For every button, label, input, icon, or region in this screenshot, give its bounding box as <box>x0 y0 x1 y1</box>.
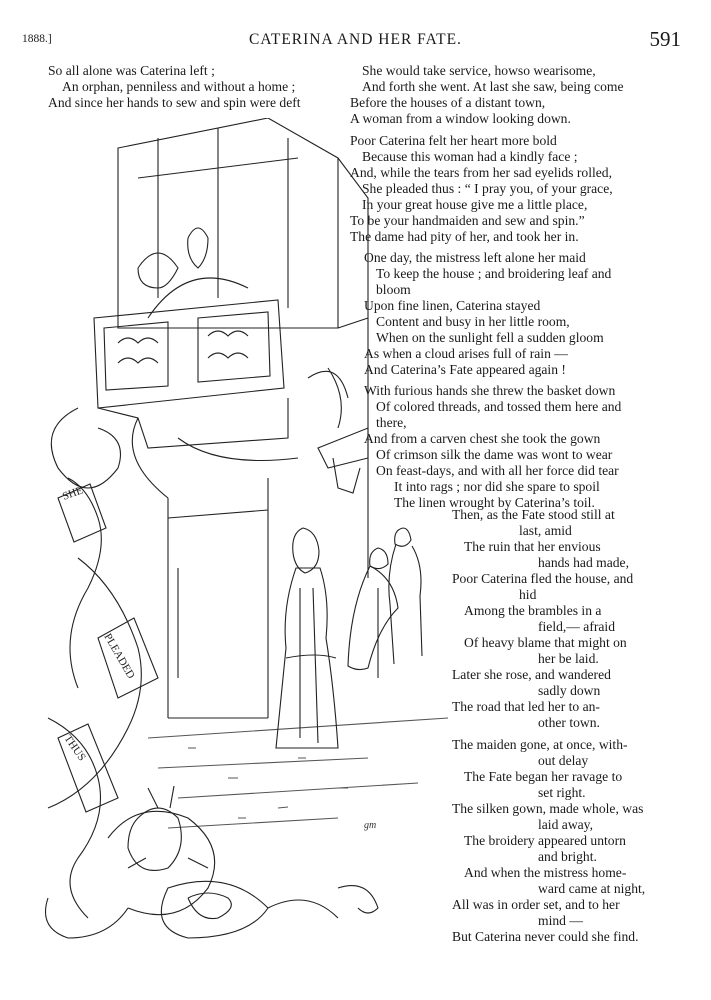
street-scene-illustration <box>38 118 488 948</box>
poem-line: hid <box>519 587 537 602</box>
poem-line: her be laid. <box>538 651 599 666</box>
poem-line: On feast-days, and with all her force did tear <box>376 463 619 478</box>
poem-line: there, <box>376 415 407 430</box>
poem-line: The broidery appeared untorn <box>464 833 626 848</box>
page-number: 591 <box>649 27 681 51</box>
poem-line: In your great house give me a little place, <box>362 197 588 212</box>
poem-line: and bright. <box>538 849 597 864</box>
poem-line: Poor Caterina felt her heart more bold <box>350 133 557 148</box>
poem-line: hands had made, <box>538 555 629 570</box>
poem-line: The road that led her to an- <box>452 699 600 714</box>
poem-line: It into rags ; nor did she spare to spoil <box>394 479 600 494</box>
poem-line: other town. <box>538 715 600 730</box>
poem-line: out delay <box>538 753 589 768</box>
poem-line: The silken gown, made whole, was <box>452 801 644 816</box>
poem-line: Of heavy blame that might on <box>464 635 627 650</box>
poem-line: Upon fine linen, Caterina stayed <box>364 298 541 313</box>
poem-line: As when a cloud arises full of rain — <box>364 346 568 361</box>
poem-line: field,— afraid <box>538 619 615 634</box>
poem-line: And Caterina’s Fate appeared again ! <box>364 362 566 377</box>
poem-line: set right. <box>538 785 586 800</box>
poem-line: To keep the house ; and broidering leaf and <box>376 266 612 281</box>
poem-line: bloom <box>376 282 411 297</box>
poem-line: To be your handmaiden and sew and spin.” <box>350 213 585 228</box>
svg-text:THUS: THUS <box>61 732 88 764</box>
poem-line: The maiden gone, at once, with- <box>452 737 628 752</box>
running-head-year: 1888.] <box>22 33 52 45</box>
poem-line: And when the mistress home- <box>464 865 627 880</box>
poem-line: Poor Caterina fled the house, and <box>452 571 634 586</box>
svg-text:PLEADED: PLEADED <box>101 631 137 681</box>
poem-line: Of crimson silk the dame was wont to wear <box>376 447 613 462</box>
poem-line: She would take service, howso wearisome, <box>362 63 596 78</box>
poem-line: The linen wrought by Caterina’s toil. <box>394 495 595 510</box>
poem-line: Among the brambles in a <box>464 603 602 618</box>
poem-line: And forth she went. At last she saw, being come <box>362 79 624 94</box>
poem-line: One day, the mistress left alone her maid <box>364 250 586 265</box>
poem-line: Then, as the Fate stood still at <box>452 507 615 522</box>
poem-line: ward came at night, <box>538 881 646 896</box>
poem-line: An orphan, penniless and without a home ; <box>62 79 296 94</box>
poem-line: A woman from a window looking down. <box>350 111 571 126</box>
poem-line: The dame had pity of her, and took her in. <box>350 229 579 244</box>
poem-line: sadly down <box>538 683 601 698</box>
poem-line: With furious hands she threw the basket down <box>364 383 616 398</box>
poem-line: The Fate began her ravage to <box>464 769 623 784</box>
poem-line: Before the houses of a distant town, <box>350 95 546 110</box>
poem-line: Later she rose, and wandered <box>452 667 611 682</box>
poem-line: She pleaded thus : “ I pray you, of your grace, <box>362 181 613 196</box>
poem-line: last, amid <box>519 523 572 538</box>
poem-line: And since her hands to sew and spin were deft <box>48 95 301 110</box>
caterina-figure <box>276 528 338 748</box>
svg-text:gm: gm <box>364 820 377 831</box>
poem-line: All was in order set, and to her <box>452 897 620 912</box>
poem-line: Because this woman had a kindly face ; <box>362 149 578 164</box>
poem-line: So all alone was Caterina left ; <box>48 63 215 78</box>
poem-line: Of colored threads, and tossed them here and <box>376 399 622 414</box>
poem-line: When on the sunlight fell a sudden gloom <box>376 330 604 345</box>
street-ground <box>148 718 448 828</box>
running-head-title: CATERINA AND HER FATE. <box>249 31 462 48</box>
poem-line: But Caterina never could she find. <box>452 929 639 944</box>
poem-line: mind — <box>538 913 583 928</box>
two-men-figures <box>348 528 422 670</box>
artist-signature <box>364 820 376 831</box>
poem-line: The ruin that her envious <box>464 539 601 554</box>
poem-line: And from a carven chest she took the gown <box>364 431 601 446</box>
balcony-building <box>94 118 378 718</box>
poem-line: And, while the tears from her sad eyelids rolled, <box>350 165 612 180</box>
svg-text:SHE: SHE <box>60 484 85 503</box>
poem-line: Content and busy in her little room, <box>376 314 570 329</box>
poem-line: laid away, <box>538 817 593 832</box>
ornamental-scroll <box>46 408 379 938</box>
banner-text <box>61 484 137 763</box>
